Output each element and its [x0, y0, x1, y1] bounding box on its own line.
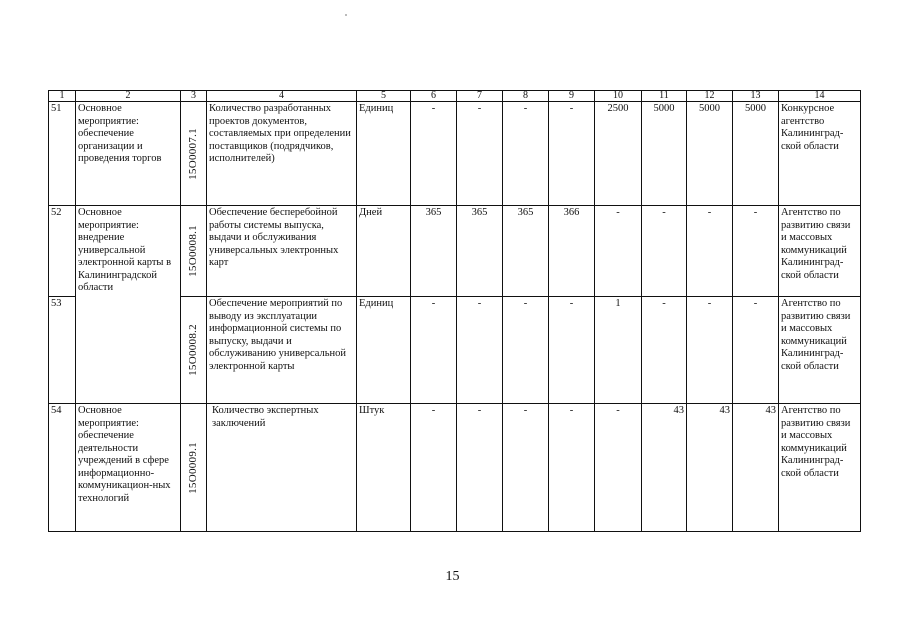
- measure-code-cell: [181, 404, 207, 532]
- measure-name: Основное мероприятие: обеспечение организации и проведения торгов: [76, 102, 181, 206]
- value-cell: -: [642, 297, 687, 404]
- column-number: 7: [457, 91, 503, 102]
- column-number: 2: [76, 91, 181, 102]
- value-cell: -: [411, 404, 457, 532]
- table-row: [49, 206, 861, 297]
- indicator-name: Количество экспертных заключений: [207, 404, 357, 532]
- value-cell: -: [549, 404, 595, 532]
- value-cell: 365: [411, 206, 457, 297]
- table-row: [49, 102, 861, 206]
- value-cell: 2500: [595, 102, 642, 206]
- value-cell: -: [457, 297, 503, 404]
- value-cell: -: [595, 404, 642, 532]
- responsible-agency: Агентство по развитию связи и массовых коммуникаций Калининград-ской области: [779, 297, 861, 404]
- value-cell: -: [503, 102, 549, 206]
- value-cell: -: [457, 404, 503, 532]
- value-cell: -: [595, 206, 642, 297]
- column-number: 12: [687, 91, 733, 102]
- column-number: 4: [207, 91, 357, 102]
- value-cell: -: [549, 102, 595, 206]
- measure-code-cell: [181, 102, 207, 206]
- measure-code: 15O0008.1: [187, 225, 200, 277]
- value-cell: -: [642, 206, 687, 297]
- value-cell: 43: [687, 404, 733, 532]
- value-cell: -: [457, 102, 503, 206]
- value-cell: 1: [595, 297, 642, 404]
- column-number: 1: [49, 91, 76, 102]
- value-cell: -: [687, 206, 733, 297]
- indicator-name: Обеспечение мероприятий по выводу из эксплуатации информационной системы по выпуску, выдачи и обслуживанию универсальной электронной карты: [207, 297, 357, 404]
- measure-name: Основное мероприятие: обеспечение деятельности учреждений в сфере информационно-коммуникацион-ных технологий: [76, 404, 181, 532]
- responsible-agency: Агентство по развитию связи и массовых коммуникаций Калининград-ской области: [779, 206, 861, 297]
- table-row: [49, 404, 861, 532]
- measures-table: [48, 90, 861, 532]
- value-cell: 43: [642, 404, 687, 532]
- value-cell: -: [733, 297, 779, 404]
- value-cell: 365: [457, 206, 503, 297]
- value-cell: -: [549, 297, 595, 404]
- value-cell: 5000: [733, 102, 779, 206]
- measure-code: 15O0008.2: [187, 324, 200, 376]
- measure-code: 15O0009.1: [187, 441, 200, 494]
- unit: Единиц: [357, 297, 411, 404]
- value-cell: -: [733, 206, 779, 297]
- value-cell: 43: [733, 404, 779, 532]
- measure-name: Основное мероприятие: внедрение универсальной электронной карты в Калининградской области: [76, 206, 181, 404]
- page-number: 15: [445, 569, 460, 584]
- column-number: 9: [549, 91, 595, 102]
- scan-speck: [345, 14, 347, 16]
- unit: Единиц: [357, 102, 411, 206]
- measure-code-cell: [181, 297, 207, 404]
- indicator-name: Количество разработанных проектов документов, составляемых при определении поставщиков (подрядчиков, исполнителей): [207, 102, 357, 206]
- column-number: 3: [181, 91, 207, 102]
- column-number: 10: [595, 91, 642, 102]
- value-cell: -: [411, 102, 457, 206]
- column-number: 8: [503, 91, 549, 102]
- measure-code-cell: [181, 206, 207, 297]
- value-cell: 5000: [642, 102, 687, 206]
- column-number: 6: [411, 91, 457, 102]
- value-cell: -: [687, 297, 733, 404]
- column-number: 11: [642, 91, 687, 102]
- row-number: 51: [49, 102, 76, 206]
- column-number: 13: [733, 91, 779, 102]
- value-cell: 366: [549, 206, 595, 297]
- measure-code: 15O0007.1: [187, 127, 200, 180]
- responsible-agency: Конкурсное агентство Калининград-ской области: [779, 102, 861, 206]
- row-number: 53: [49, 297, 76, 404]
- value-cell: -: [503, 404, 549, 532]
- indicator-name: Обеспечение бесперебойной работы системы выпуска, выдачи и обслуживания универсальных электронных карт: [207, 206, 357, 297]
- row-number: 54: [49, 404, 76, 532]
- unit: Дней: [357, 206, 411, 297]
- value-cell: -: [503, 297, 549, 404]
- value-cell: -: [411, 297, 457, 404]
- column-number: 14: [779, 91, 861, 102]
- value-cell: 5000: [687, 102, 733, 206]
- row-number: 52: [49, 206, 76, 297]
- column-number: 5: [357, 91, 411, 102]
- value-cell: 365: [503, 206, 549, 297]
- table-header-row: [49, 91, 861, 102]
- unit: Штук: [357, 404, 411, 532]
- responsible-agency: Агентство по развитию связи и массовых коммуникаций Калининград-ской области: [779, 404, 861, 532]
